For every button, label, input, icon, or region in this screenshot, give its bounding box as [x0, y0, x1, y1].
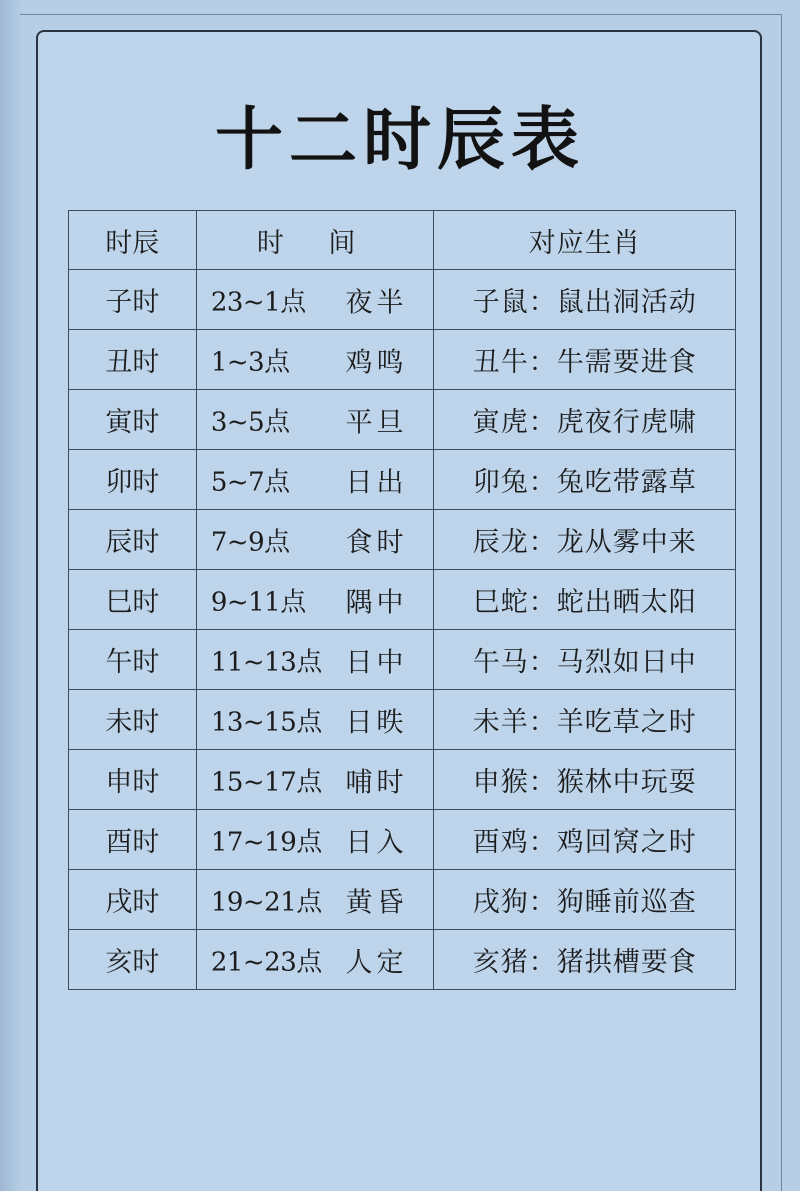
time-cell [196, 330, 434, 390]
time-range: 13~15点 [210, 707, 322, 737]
table-row [69, 630, 736, 690]
time-name: 食时 [345, 527, 408, 558]
table-row [69, 390, 736, 450]
shichen-cell: 未时 [69, 690, 197, 750]
table-row [69, 450, 736, 510]
zodiac-cell: 戌狗：狗睡前巡查 [434, 870, 736, 930]
time-range: 23~1点 [210, 287, 306, 317]
time-range: 7~9点 [210, 527, 290, 557]
time-name: 人定 [345, 947, 408, 978]
time-range: 21~23点 [210, 947, 322, 977]
header-zodiac: 对应生肖 [434, 211, 736, 270]
shichen-cell: 辰时 [69, 510, 197, 570]
time-range: 9~11点 [210, 587, 306, 617]
time-range: 19~21点 [210, 887, 322, 917]
shichen-cell: 子时 [69, 270, 197, 330]
time-name: 哺时 [345, 767, 408, 798]
time-cell [196, 630, 434, 690]
time-cell [196, 570, 434, 630]
time-cell [196, 930, 434, 990]
zodiac-cell: 丑牛：牛需要进食 [434, 330, 736, 390]
table-row [69, 690, 736, 750]
table-row [69, 570, 736, 630]
table-row [69, 270, 736, 330]
time-range: 15~17点 [210, 767, 322, 797]
table-row [69, 510, 736, 570]
time-range: 5~7点 [210, 467, 290, 497]
time-name: 夜半 [345, 287, 408, 318]
time-cell [196, 810, 434, 870]
table-body [69, 270, 736, 990]
time-name: 日昳 [345, 707, 408, 738]
header-shichen: 时辰 [69, 211, 197, 270]
time-name: 鸡鸣 [345, 347, 408, 378]
time-range: 3~5点 [210, 407, 290, 437]
shichen-cell: 寅时 [69, 390, 197, 450]
zodiac-cell: 亥猪：猪拱槽要食 [434, 930, 736, 990]
zodiac-cell: 辰龙：龙从雾中来 [434, 510, 736, 570]
page-top-line [20, 14, 782, 15]
zodiac-cell: 卯兔：兔吃带露草 [434, 450, 736, 510]
table-row [69, 930, 736, 990]
table-row [69, 330, 736, 390]
shichen-cell: 亥时 [69, 930, 197, 990]
time-cell [196, 510, 434, 570]
shichen-cell: 戌时 [69, 870, 197, 930]
time-cell [196, 750, 434, 810]
time-cell [196, 870, 434, 930]
time-name: 平旦 [345, 407, 408, 438]
page-right-line [781, 14, 782, 1191]
time-name: 日出 [345, 467, 408, 498]
time-name: 黄昏 [345, 887, 408, 918]
page-title: 十二时辰表 [214, 101, 585, 180]
zodiac-cell: 寅虎：虎夜行虎啸 [434, 390, 736, 450]
time-cell [196, 450, 434, 510]
time-name: 隅中 [345, 587, 408, 618]
time-cell [196, 270, 434, 330]
table-row [69, 810, 736, 870]
shichen-cell: 申时 [69, 750, 197, 810]
shichen-table [68, 210, 736, 990]
time-name: 日中 [345, 647, 408, 678]
shichen-cell: 午时 [69, 630, 197, 690]
table-header [69, 211, 736, 270]
time-cell [196, 690, 434, 750]
header-time: 时 间 [196, 211, 434, 270]
time-range: 1~3点 [210, 347, 290, 377]
zodiac-cell: 子鼠：鼠出洞活动 [434, 270, 736, 330]
header-row [69, 211, 736, 270]
time-range: 17~19点 [210, 827, 322, 857]
zodiac-cell: 巳蛇：蛇出晒太阳 [434, 570, 736, 630]
time-name: 日入 [345, 827, 408, 858]
shichen-cell: 丑时 [69, 330, 197, 390]
time-cell [196, 390, 434, 450]
shichen-cell: 卯时 [69, 450, 197, 510]
time-range: 11~13点 [210, 647, 322, 677]
zodiac-cell: 酉鸡：鸡回窝之时 [434, 810, 736, 870]
zodiac-cell: 申猴：猴林中玩耍 [434, 750, 736, 810]
zodiac-cell: 午马：马烈如日中 [434, 630, 736, 690]
zodiac-cell: 未羊：羊吃草之时 [434, 690, 736, 750]
shichen-cell: 酉时 [69, 810, 197, 870]
table-row [69, 870, 736, 930]
table-row [69, 750, 736, 810]
shichen-cell: 巳时 [69, 570, 197, 630]
